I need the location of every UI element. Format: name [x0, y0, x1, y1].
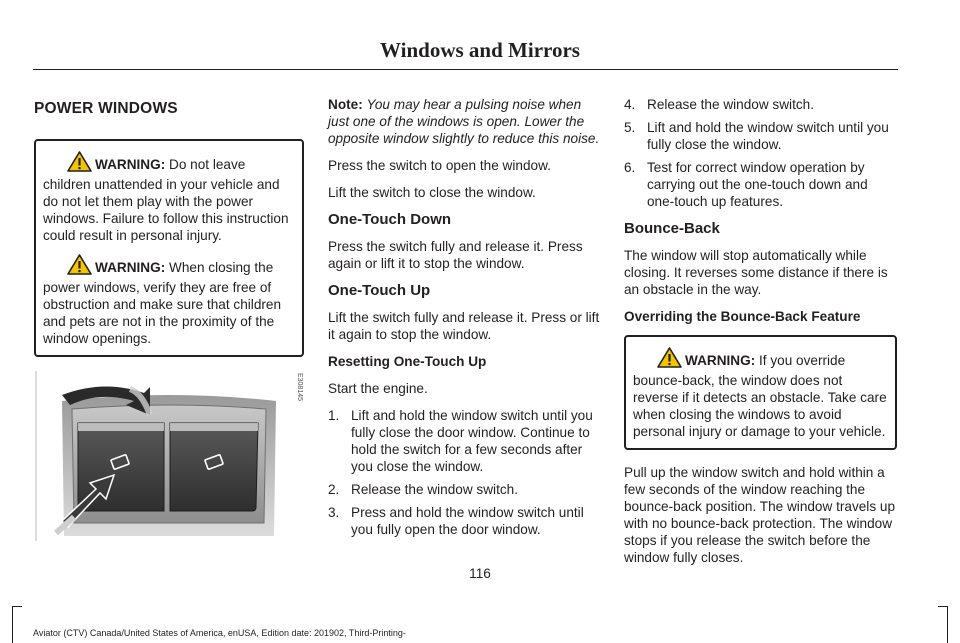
list-item: [328, 407, 602, 475]
note-label: Note:: [328, 97, 363, 112]
figure-id: E308145: [296, 372, 303, 401]
heading-resetting-one-touch-up: Resetting One-Touch Up: [328, 354, 487, 369]
step-text: Release the window switch.: [351, 482, 518, 497]
warning-lead: If you override: [759, 353, 846, 368]
paragraph-bounce-back: The window will stop automatically while closing. It reverses some distance if there is an obstacle in the way.: [624, 248, 888, 297]
step-number: 3.: [328, 505, 340, 520]
column-middle: [328, 96, 602, 548]
warning-paragraph: [633, 347, 888, 440]
warning-text: unattended in your vehicle and do not let them play with the power windows. Failure to follow this instruction could result in personal injury.: [43, 177, 289, 243]
warning-text: windows, verify they are free of obstruction and make sure that children and pets are not in the proximity of the window openings.: [43, 280, 282, 346]
warning-lead: When closing the power: [43, 260, 274, 295]
step-number: 6.: [624, 160, 636, 175]
column-right: [624, 96, 897, 576]
list-item: [624, 159, 897, 210]
warning-label: WARNING:: [685, 353, 756, 368]
step-text: Test for correct window operation by carrying out the one-touch down and one-touch up features.: [647, 160, 868, 209]
note-text: You may hear a pulsing noise when just one of the windows is open. Lower the opposite window slightly to reduce this noise.: [328, 97, 600, 146]
warning-triangle-icon: [657, 347, 682, 372]
warning-label: WARNING:: [95, 260, 166, 275]
list-item: [624, 96, 897, 113]
reset-steps-list: [328, 407, 602, 538]
list-item: [328, 504, 602, 538]
crop-mark: [12, 606, 13, 643]
paragraph-close-window: Lift the switch to close the window.: [328, 185, 536, 200]
warning-lead: Do not leave children: [43, 157, 246, 192]
warning-paragraph: [43, 151, 295, 244]
step-number: 5.: [624, 120, 636, 135]
reset-steps-list-continued: [624, 96, 897, 210]
step-text: Lift and hold the window switch until you fully close the window.: [647, 120, 889, 152]
paragraph-start-engine: Start the engine.: [328, 381, 428, 396]
step-text: Release the window switch.: [647, 97, 814, 112]
step-text: Lift and hold the window switch until you fully close the door window. Continue to hold the switch for a few seconds after you close the window.: [351, 408, 593, 474]
paragraph-one-touch-up: Lift the switch fully and release it. Press or lift it again to stop the window.: [328, 310, 600, 342]
page-header-title: Windows and Mirrors: [380, 38, 580, 62]
warning-triangle-icon: [67, 254, 92, 279]
paragraph-one-touch-down: Press the switch fully and release it. Press again or lift it to stop the window.: [328, 239, 583, 271]
column-left: [34, 96, 304, 541]
step-number: 2.: [328, 482, 340, 497]
crop-mark: [947, 606, 948, 643]
heading-one-touch-down: One-Touch Down: [328, 211, 452, 228]
heading-bounce-back: Bounce-Back: [624, 220, 720, 237]
paragraph-open-window: Press the switch to open the window.: [328, 158, 551, 173]
step-text: Press and hold the window switch until you fully open the door window.: [351, 505, 584, 537]
list-item: [328, 481, 602, 498]
window-switch-illustration: [34, 371, 304, 541]
list-item: [624, 119, 897, 153]
crop-mark: [12, 606, 22, 607]
note-paragraph: [328, 96, 602, 147]
section-heading-power-windows: POWER WINDOWS: [34, 100, 178, 117]
heading-one-touch-up: One-Touch Up: [328, 282, 431, 299]
heading-overriding-bounce-back: Overriding the Bounce-Back Feature: [624, 309, 861, 324]
warning-paragraph: [43, 254, 295, 347]
warning-box: [624, 335, 897, 450]
paragraph-pull-up-switch: Pull up the window switch and hold within a few seconds of the window reaching the bounce-back position. The window travels up with no bounce-back protection. The window stops if you release the switch before the window fully closes.: [624, 465, 896, 565]
footer-edition-info: Aviator (CTV) Canada/United States of America, enUSA, Edition date: 201902, Third-Printing-: [33, 628, 406, 638]
crop-mark: [938, 606, 948, 607]
page-number: 116: [469, 566, 491, 581]
warning-label: WARNING:: [95, 157, 166, 172]
warning-box: [34, 139, 304, 357]
warning-triangle-icon: [67, 151, 92, 176]
window-switch-drawing: [34, 371, 304, 541]
step-number: 4.: [624, 97, 636, 112]
warning-text: bounce-back, the window does not reverse if it detects an obstacle. Take care when closing the windows to avoid personal injury or damage to your vehicle.: [633, 373, 887, 439]
step-number: 1.: [328, 408, 340, 423]
header-rule: [33, 69, 898, 70]
